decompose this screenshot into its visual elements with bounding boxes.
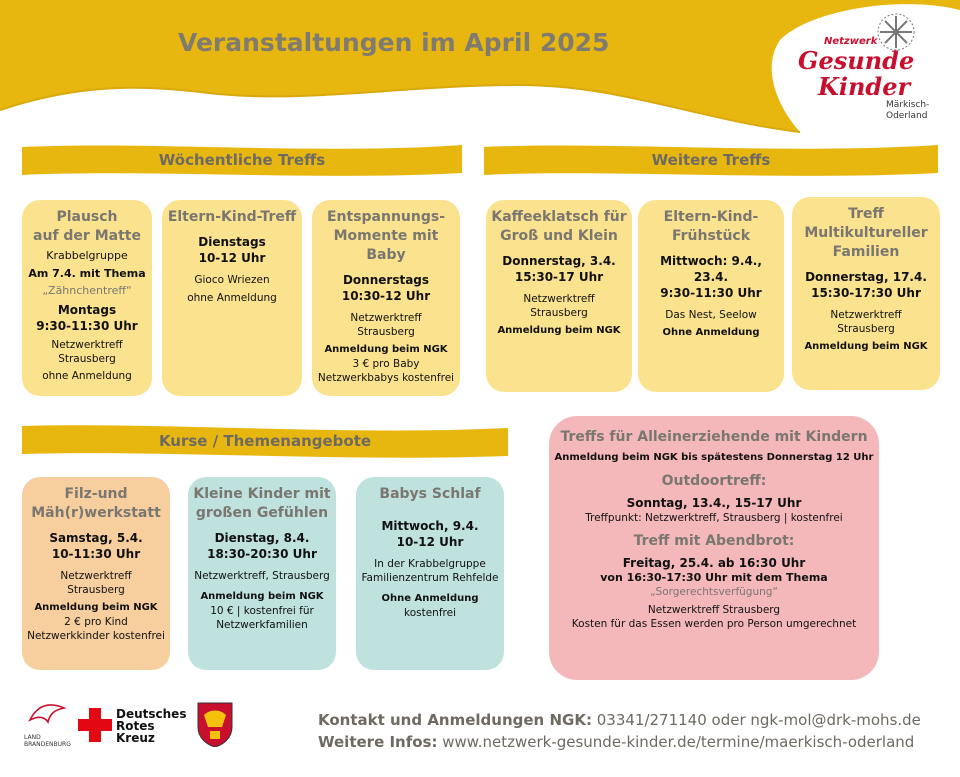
- card-note: Anmeldung beim NGK: [497, 325, 621, 336]
- coat-of-arms-icon: [196, 701, 234, 747]
- card-day: Donnerstag, 3.4.: [502, 254, 616, 268]
- card-title: Plausch: [56, 209, 118, 225]
- drk-label: Deutsches: [116, 707, 187, 721]
- card-place: Strausberg: [67, 584, 125, 596]
- card-registration: Anmeldung beim NGK bis spätestens Donnerstag 12 Uhr: [554, 452, 874, 463]
- card-theme: Am 7.4. mit Thema: [28, 267, 146, 280]
- card-note: Netzwerkbabys kostenfrei: [317, 372, 455, 384]
- card-entspannung: [312, 200, 460, 396]
- card-place: In der Krabbelgruppe: [374, 558, 486, 570]
- card-title: Entspannungs-: [326, 209, 446, 225]
- card-note: ohne Anmeldung: [187, 292, 277, 304]
- card-time: 10-12 Uhr: [396, 535, 464, 549]
- drk-label: Rotes: [116, 719, 155, 733]
- card-place: Familienzentrum Rehfelde: [361, 572, 499, 584]
- outdoor-place: Treffpunkt: Netzwerktreff, Strausberg | kostenfrei: [585, 512, 843, 524]
- dinner-theme: „Sorgerechtsverfügung“: [650, 586, 778, 598]
- card-gefuehle: [188, 477, 336, 670]
- contact-label: Kontakt und Anmeldungen NGK:: [318, 711, 592, 729]
- card-place: Strausberg: [58, 353, 116, 365]
- card-place: Netzwerktreff: [523, 293, 595, 305]
- card-note: 2 € pro Kind: [64, 616, 128, 628]
- card-day: Donnerstag, 17.4.: [805, 270, 927, 284]
- card-note: Netzwerkkinder kostenfrei: [27, 630, 165, 642]
- dinner-time: Freitag, 25.4. ab 16:30 Uhr: [622, 556, 806, 570]
- card-place: Das Nest, Seelow: [665, 309, 757, 321]
- land-label: LAND: [24, 734, 41, 741]
- card-subtitle: Krabbelgruppe: [46, 249, 128, 262]
- card-eltern-kind-treff: [162, 200, 302, 396]
- section-further: [484, 143, 938, 177]
- outdoor-time: Sonntag, 13.4., 15-17 Uhr: [626, 496, 802, 510]
- section-weekly-label: Wöchentliche Treffs: [158, 151, 326, 169]
- card-title: Babys Schlaf: [379, 486, 481, 502]
- card-title: Eltern-Kind-: [663, 209, 759, 225]
- dinner-cost: Kosten für das Essen werden pro Person umgerechnet: [571, 618, 857, 630]
- card-place: Strausberg: [837, 323, 895, 335]
- card-time: 10:30-12 Uhr: [341, 289, 431, 303]
- card-kaffeeklatsch: [486, 200, 632, 392]
- card-title: Frühstück: [671, 228, 751, 244]
- dinner-title: Treff mit Abendbrot:: [633, 533, 795, 549]
- card-title: Treff: [848, 206, 884, 222]
- card-place: Gioco Wriezen: [194, 274, 270, 286]
- card-alleinerziehende: [549, 416, 879, 680]
- card-note: 10 € | kostenfrei für: [210, 605, 314, 617]
- eagle-icon: [24, 700, 72, 730]
- info-label: Weitere Infos:: [318, 733, 438, 751]
- card-title: auf der Matte: [33, 228, 141, 244]
- card-time: 9:30-11:30 Uhr: [660, 286, 762, 300]
- dinner-place: Netzwerktreff Strausberg: [647, 604, 781, 616]
- logo-line1: Netzwerk: [824, 36, 878, 47]
- red-cross-icon: [78, 708, 112, 742]
- dinner-theme: von 16:30-17:30 Uhr mit dem Thema: [600, 571, 828, 584]
- page-title: Veranstaltungen im April 2025: [178, 28, 610, 57]
- drk-label: Kreuz: [116, 731, 155, 745]
- section-weekly: [22, 143, 462, 177]
- card-day: Mittwoch, 9.4.: [381, 519, 479, 533]
- card-time: 10-11:30 Uhr: [51, 547, 141, 561]
- card-note: Ohne Anmeldung: [381, 593, 479, 604]
- card-time: 9:30-11:30 Uhr: [36, 319, 138, 333]
- card-place: Netzwerktreff: [830, 309, 902, 321]
- card-day: Dienstags: [198, 235, 266, 249]
- card-filz: [22, 477, 170, 670]
- card-day: Samstag, 5.4.: [49, 531, 143, 545]
- land-label: BRANDENBURG: [24, 741, 71, 748]
- card-note: kostenfrei: [404, 607, 456, 619]
- card-note: Ohne Anmeldung: [662, 327, 760, 338]
- card-place: Strausberg: [357, 326, 415, 338]
- contact-value: 03341/271140 oder ngk-mol@drk-mohs.de: [596, 711, 921, 729]
- card-title: Mäh(r)werkstatt: [31, 505, 161, 521]
- card-place: Netzwerktreff, Strausberg: [194, 570, 330, 582]
- card-day: Donnerstags: [342, 273, 430, 287]
- card-note: Anmeldung beim NGK: [804, 341, 928, 352]
- card-title: Treffs für Alleinerziehende mit Kindern: [560, 429, 868, 445]
- card-title: Filz-und: [64, 486, 128, 502]
- card-note: Netzwerkfamilien: [216, 619, 308, 631]
- card-fruehstueck: [638, 200, 784, 392]
- logo-line2: Gesunde: [798, 46, 915, 75]
- card-title: Multikultureller: [804, 225, 928, 241]
- outdoor-title: Outdoortreff:: [661, 473, 767, 489]
- card-title: Familien: [832, 244, 900, 260]
- card-day: Dienstag, 8.4.: [214, 531, 310, 545]
- card-plausch: [22, 200, 152, 396]
- card-place: Netzwerktreff: [60, 570, 132, 582]
- section-courses: [22, 424, 508, 458]
- card-babys-schlaf: [356, 477, 504, 670]
- card-place: Strausberg: [530, 307, 588, 319]
- card-time: 15:30-17 Uhr: [514, 270, 604, 284]
- footer-contact: [318, 711, 921, 729]
- logo-region1: Märkisch-: [886, 100, 930, 110]
- card-time: 10-12 Uhr: [198, 251, 266, 265]
- card-title: Groß und Klein: [500, 228, 618, 244]
- land-brandenburg-logo: [24, 700, 72, 748]
- card-theme: „Zähnchentreff“: [42, 284, 132, 297]
- drk-logo: [78, 708, 188, 748]
- card-day: Montags: [57, 303, 117, 317]
- section-courses-label: Kurse / Themenangebote: [158, 432, 372, 450]
- logo-region2: Oderland: [886, 111, 928, 121]
- section-further-label: Weitere Treffs: [651, 151, 771, 169]
- card-note: 3 € pro Baby: [352, 358, 420, 370]
- footer-info: [318, 733, 914, 751]
- card-multikulturell: [792, 197, 940, 390]
- card-note: Anmeldung beim NGK: [200, 591, 324, 602]
- card-note: Anmeldung beim NGK: [34, 602, 158, 613]
- card-time: 15:30-17:30 Uhr: [811, 286, 921, 300]
- card-note: Anmeldung beim NGK: [324, 344, 448, 355]
- card-place: Netzwerktreff: [51, 339, 123, 351]
- card-title: großen Gefühlen: [195, 505, 329, 521]
- logo-line3: Kinder: [818, 72, 911, 101]
- card-day: Mittwoch: 9.4., 23.4.: [660, 254, 762, 284]
- card-title: Momente mit Baby: [333, 228, 439, 263]
- card-title: Kaffeeklatsch für: [491, 209, 627, 225]
- card-place: Netzwerktreff: [350, 312, 422, 324]
- ngk-logo: [778, 8, 938, 128]
- card-time: 18:30-20:30 Uhr: [207, 547, 317, 561]
- info-link[interactable]: www.netzwerk-gesunde-kinder.de/termine/maerkisch-oderland: [442, 733, 915, 751]
- card-note: ohne Anmeldung: [42, 370, 132, 382]
- card-title: Eltern-Kind-Treff: [167, 209, 297, 225]
- card-title: Kleine Kinder mit: [193, 486, 331, 502]
